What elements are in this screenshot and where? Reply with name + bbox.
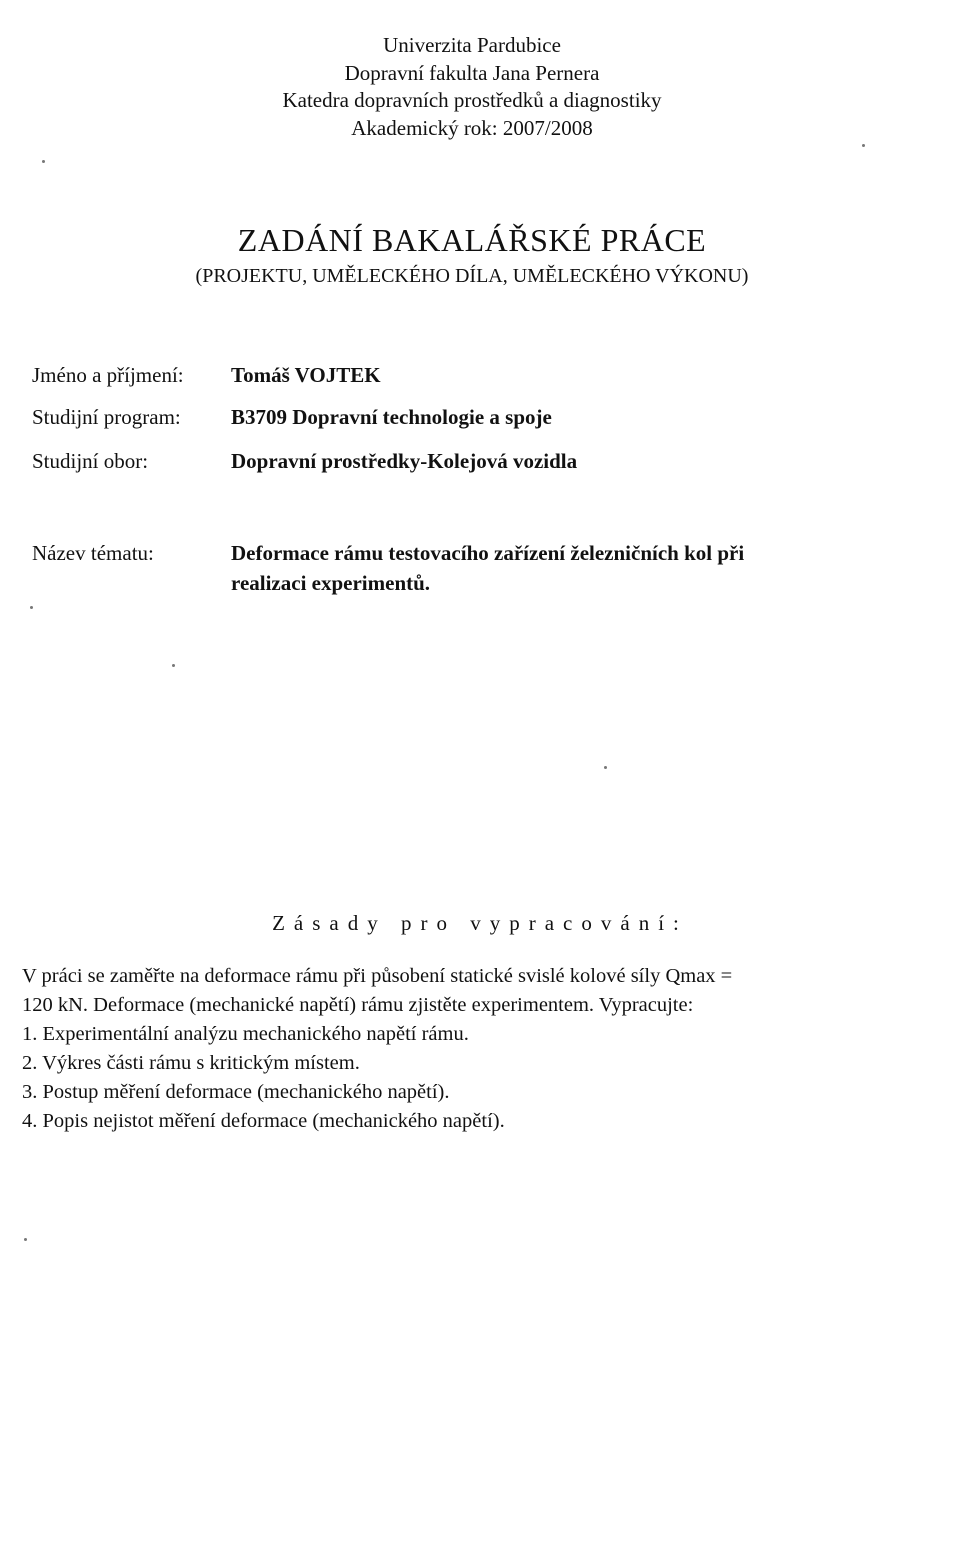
university-name: Univerzita Pardubice: [383, 33, 561, 57]
scan-speck: [42, 160, 45, 163]
scan-speck: [30, 606, 33, 609]
principles-line: 3. Postup měření deformace (mechanického napětí).: [22, 1081, 450, 1103]
topic-value: [231, 538, 876, 598]
scan-speck: [24, 1238, 27, 1241]
principles-heading: Zásady pro vypracování:: [272, 911, 688, 935]
study-branch-value: Dopravní prostředky-Kolejová vozidla: [231, 449, 578, 473]
principles-body: [22, 962, 872, 1136]
department-name: Katedra dopravních prostředků a diagnostiky: [282, 88, 662, 112]
principles-line: V práci se zaměřte na deformace rámu při působení statické svislé kolové síly Qmax =: [22, 965, 733, 987]
topic-label: Název tématu:: [32, 541, 154, 565]
scan-speck: [604, 766, 607, 769]
principles-line: 4. Popis nejistot měření deformace (mechanického napětí).: [22, 1110, 505, 1132]
scan-speck: [172, 664, 175, 667]
study-branch-label: Studijní obor:: [32, 449, 149, 473]
student-name-label: Jméno a příjmení:: [32, 363, 184, 387]
document-subtitle: (PROJEKTU, UMĚLECKÉHO DÍLA, UMĚLECKÉHO VÝKONU): [195, 265, 749, 287]
faculty-name: Dopravní fakulta Jana Pernera: [344, 60, 600, 85]
scan-speck: [862, 144, 865, 147]
topic-value-line-1: Deformace rámu testovacího zařízení železničních kol při: [231, 541, 745, 565]
study-program-value: B3709 Dopravní technologie a spoje: [231, 405, 552, 429]
student-name-value: Tomáš VOJTEK: [231, 363, 381, 387]
principles-line: 1. Experimentální analýzu mechanického napětí rámu.: [22, 1023, 469, 1045]
institution-header: [0, 32, 944, 142]
document-title: ZADÁNÍ BAKALÁŘSKÉ PRÁCE: [237, 222, 707, 258]
principles-line: 120 kN. Deformace (mechanické napětí) rámu zjistěte experimentem. Vypracujte:: [22, 994, 694, 1016]
topic-value-line-2: realizaci experimentů.: [231, 571, 431, 595]
academic-year: Akademický rok: 2007/2008: [351, 115, 593, 140]
study-program-label: Studijní program:: [32, 405, 181, 429]
principles-line: 2. Výkres části rámu s kritickým místem.: [22, 1052, 360, 1074]
